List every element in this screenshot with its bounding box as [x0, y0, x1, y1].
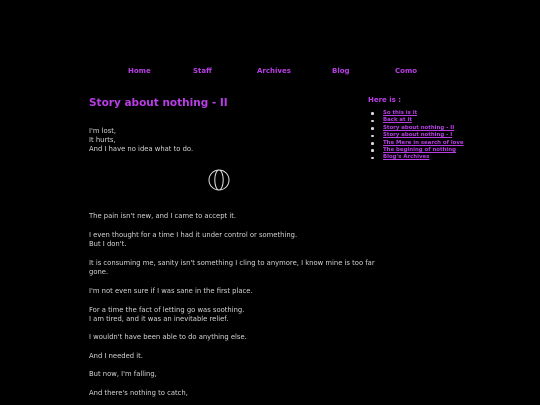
sidebar-link[interactable]: Blog's Archives: [383, 154, 430, 161]
post-line: I'm not even sure if I was sane in the first place.: [89, 287, 253, 295]
sidebar-link[interactable]: The Mere in search of love: [383, 139, 464, 146]
post-line: The pain isn't new, and I came to accept it.: [89, 212, 237, 220]
sidebar-link[interactable]: Story about nothing - I: [383, 132, 453, 139]
bullet-icon: [371, 157, 374, 160]
post-paragraph: [89, 231, 297, 249]
sidebar-link[interactable]: Back at it: [383, 117, 412, 124]
list-item: [376, 132, 464, 139]
list-item: [376, 140, 464, 147]
post-line: I'm lost,: [89, 127, 117, 135]
bullet-icon: [371, 142, 374, 145]
bullet-icon: [371, 135, 374, 138]
bullet-icon: [371, 120, 374, 123]
list-item: [376, 154, 464, 161]
post-paragraph: [89, 127, 193, 154]
post-line: For a time the fact of letting go was soothing.: [89, 306, 245, 314]
bullet-icon: [371, 112, 374, 115]
list-item: [376, 110, 464, 117]
post-line: But I don't.: [89, 240, 127, 248]
post-line: I wouldn't have been able to do anything else.: [89, 333, 247, 341]
post-line: It hurts,: [89, 136, 116, 144]
top-navigation: [128, 67, 428, 79]
list-item: [376, 147, 464, 154]
nav-link-home[interactable]: Home: [128, 67, 151, 75]
sidebar-link-list: [376, 110, 464, 162]
post-line: And I needed it.: [89, 352, 143, 360]
globe-icon: [208, 169, 230, 191]
post-paragraph: [89, 306, 244, 324]
sidebar-link[interactable]: The begining of nothing: [383, 146, 456, 153]
post-line: I even thought for a time I had it under control or something.: [89, 231, 298, 239]
sidebar-link[interactable]: Story about nothing - II: [383, 124, 455, 131]
nav-link-como[interactable]: Como: [395, 67, 418, 75]
sidebar-heading: Here is :: [368, 96, 402, 104]
list-item: [376, 117, 464, 124]
bullet-icon: [371, 149, 374, 152]
nav-link-staff[interactable]: Staff: [193, 67, 212, 75]
post-line: And there's nothing to catch,: [89, 389, 188, 397]
post-line: gone.: [89, 268, 109, 276]
post-paragraph: [89, 259, 375, 277]
post-line: And I have no idea what to do.: [89, 145, 194, 153]
post-line: It is consuming me, sanity isn't something I cling to anymore, I know mine is too far: [89, 259, 375, 267]
post-line: I am tired, and it was an inevitable relief.: [89, 315, 229, 323]
post-line: But now, I'm falling,: [89, 370, 157, 378]
nav-link-archives[interactable]: Archives: [257, 67, 291, 75]
list-item: [376, 125, 464, 132]
sidebar-link[interactable]: So this is it: [383, 110, 418, 116]
bullet-icon: [371, 127, 374, 130]
nav-link-blog[interactable]: Blog: [332, 67, 350, 75]
post-title: Story about nothing - II: [89, 97, 228, 109]
